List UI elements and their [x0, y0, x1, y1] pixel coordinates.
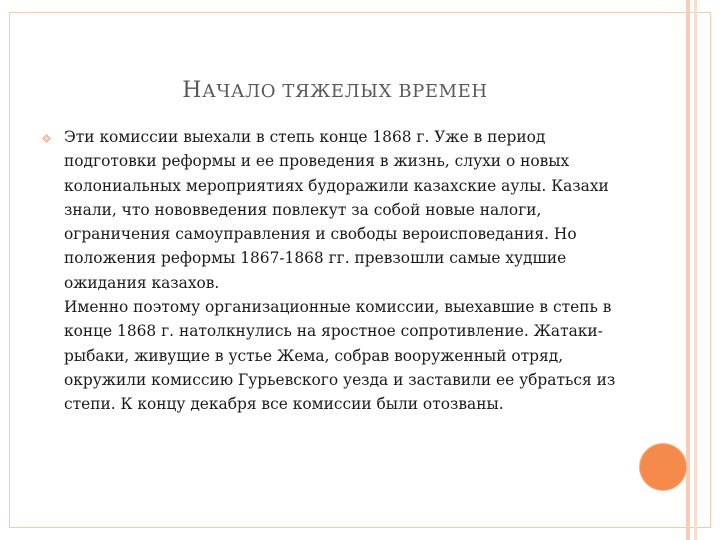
right-decorative-stripe [686, 0, 690, 540]
slide-title [0, 78, 670, 103]
body-text [64, 125, 624, 417]
paragraph-2: Именно поэтому организационные комиссии, выехавшие в степь в конце 1868 г. натолкнулись на яростное сопротивление. Жатаки-рыбаки, живущие в устье Жема, собрав вооруженный отряд, окружили комиссию Гурьевского уезда и заставили ее убраться из степи. К концу декабря все комиссии были отозваны. [64, 298, 616, 414]
title-rest: АЧАЛО ТЯЖЕЛЫХ ВРЕМЕН [202, 81, 488, 102]
paragraph-1: Эти комиссии выехали в степь конце 1868 г. Уже в период подготовки реформы и ее проведения в жизнь, слухи о новых колониальных мероприятиях будоражили казахские аулы. Казахи знали, что нововведения повлекут за собой новые налоги, ограничения самоуправления и свободы вероисповедания. Но положения реформы 1867-1868 гг. превзошли самые худшие ожидания казахов. [64, 128, 609, 292]
diamond-bullet-icon [42, 134, 51, 143]
title-first-letter: Н [182, 78, 203, 103]
right-decorative-stripe-inner [694, 0, 697, 540]
orange-circle-icon [640, 444, 686, 490]
